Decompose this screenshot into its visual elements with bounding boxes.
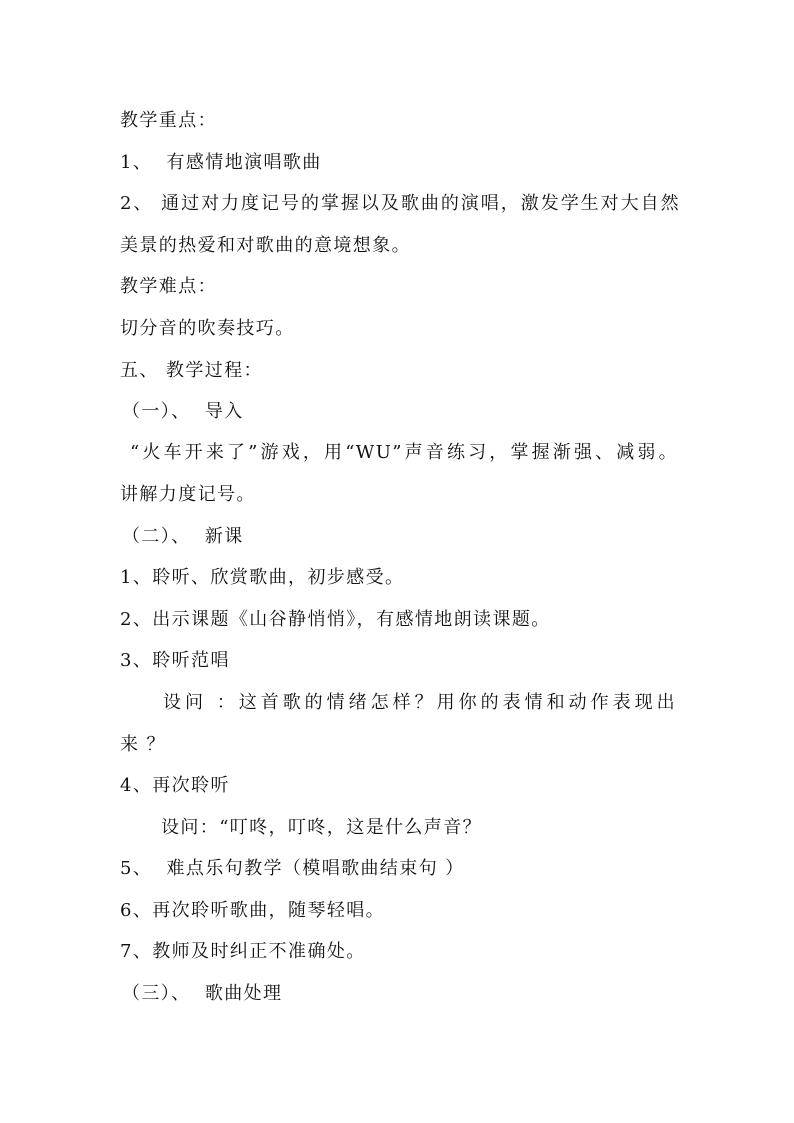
heading-teaching-focus: 教学重点： <box>120 110 217 131</box>
introduction-activity: “火车开来了”游戏，用“WU”声音练习，掌握渐强、减弱。 <box>130 442 678 463</box>
step-4-question: 设问：“叮咚，叮咚，这是什么声音？ <box>161 817 483 838</box>
new-lesson-step-2: 2、出示课题《山谷静悄悄》，有感情地朗读课题。 <box>120 609 551 630</box>
step-3-question: 设问 ：这首歌的情绪怎样？用你的表情和动作表现出 <box>163 692 676 713</box>
focus-item-2: 2、 通过对力度记号的掌握以及歌曲的演唱，激发学生对大自然 <box>120 193 680 214</box>
focus-item-2-continued: 美景的热爱和对歌曲的意境想象。 <box>120 235 411 256</box>
new-lesson-step-7: 7、教师及时纠正不准确处。 <box>120 941 366 962</box>
step-3-question-continued: 来 ？ <box>120 734 166 755</box>
new-lesson-step-1: 1、聆听、欣赏歌曲，初步感受。 <box>120 567 405 588</box>
difficulty-text: 切分音的吹奏技巧。 <box>120 318 295 339</box>
new-lesson-step-5: 5、 难点乐句教学（模唱歌曲结束句 ） <box>120 858 465 879</box>
section-teaching-process: 五、 教学过程： <box>120 360 263 381</box>
new-lesson-step-6: 6、再次聆听歌曲，随琴轻唱。 <box>120 900 386 921</box>
introduction-notation: 讲解力度记号。 <box>120 484 256 505</box>
heading-teaching-difficulty: 教学难点： <box>120 276 217 297</box>
new-lesson-step-3: 3、聆听范唱 <box>120 650 230 671</box>
subsection-song-processing: （三）、 歌曲处理 <box>122 983 283 1004</box>
subsection-new-lesson: （二）、 新课 <box>122 526 244 547</box>
new-lesson-step-4: 4、再次聆听 <box>120 775 230 796</box>
subsection-introduction: （一）、 导入 <box>122 401 244 422</box>
focus-item-1: 1、 有感情地演唱歌曲 <box>120 152 322 173</box>
